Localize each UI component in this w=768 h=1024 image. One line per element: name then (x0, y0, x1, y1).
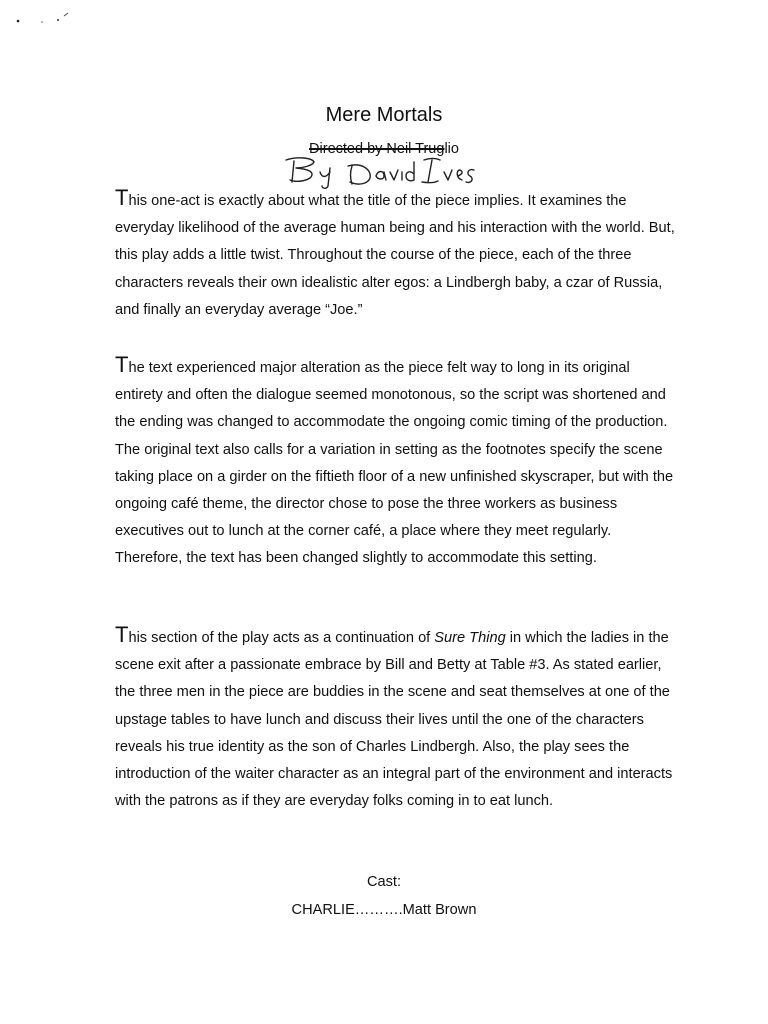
paragraph-3 (115, 622, 675, 815)
drop-letter: T (115, 185, 129, 210)
cast-heading: Cast: (366, 874, 402, 890)
paragraph-text: his one-act is exactly about what the title of the piece implies. It examines the everyday likelihood of the average human being and his interaction with the world. But, this play adds a little twist. Throughout the course of the piece, each of the three characters reveals their own idealistic alter egos: a Lindbergh baby, a czar of Russia, and finally an everyday average “Joe.” (115, 193, 675, 318)
handwritten-author-signature (278, 152, 478, 192)
drop-letter: T (115, 352, 129, 377)
paragraph-2 (115, 352, 675, 573)
struck-byline-text: Directed by Neil Trug (309, 141, 445, 157)
paragraph-text: he text experienced major alteration as the piece felt way to long in its original entirety and often the dialogue seemed monotonous, so the script was shortened and the ending was changed to accommodate the ongoing comic timing of the production. The original text also calls for a variation in setting as the footnotes specify the scene taking place on a girder on the fiftieth floor of a new unfinished skyscraper, but with the ongoing café theme, the director chose to pose the three workers as business executives out to lunch at the corner café, a place where they meet regularly. Therefore, the text has been changed slightly to accommodate this setting. (115, 360, 674, 567)
paragraph-text-end: in which the ladies in the scene exit after a passionate embrace by Bill and Betty at Table #3. As stated earlier, the three men in the piece are buddies in the scene and seat themselves at one of the upstage tables to have lunch and discuss their lives until the one of the characters reveals his true identity as the son of Charles Lindbergh. Also, the play sees the introduction of the waiter character as an integral part of the environment and interacts with the patrons as if they are everyday folks coming in to eat lunch. (115, 630, 673, 810)
drop-letter: T (115, 622, 129, 647)
cast-entry: CHARLIE……….Matt Brown (291, 902, 477, 918)
document-title: Mere Mortals (325, 104, 443, 126)
paragraph-1 (115, 185, 675, 324)
scan-speck-marks (14, 10, 84, 30)
byline-remainder: lio (444, 141, 459, 157)
paragraph-text-start: his section of the play acts as a continuation of (128, 630, 435, 646)
play-title-reference: Sure Thing (434, 630, 506, 646)
